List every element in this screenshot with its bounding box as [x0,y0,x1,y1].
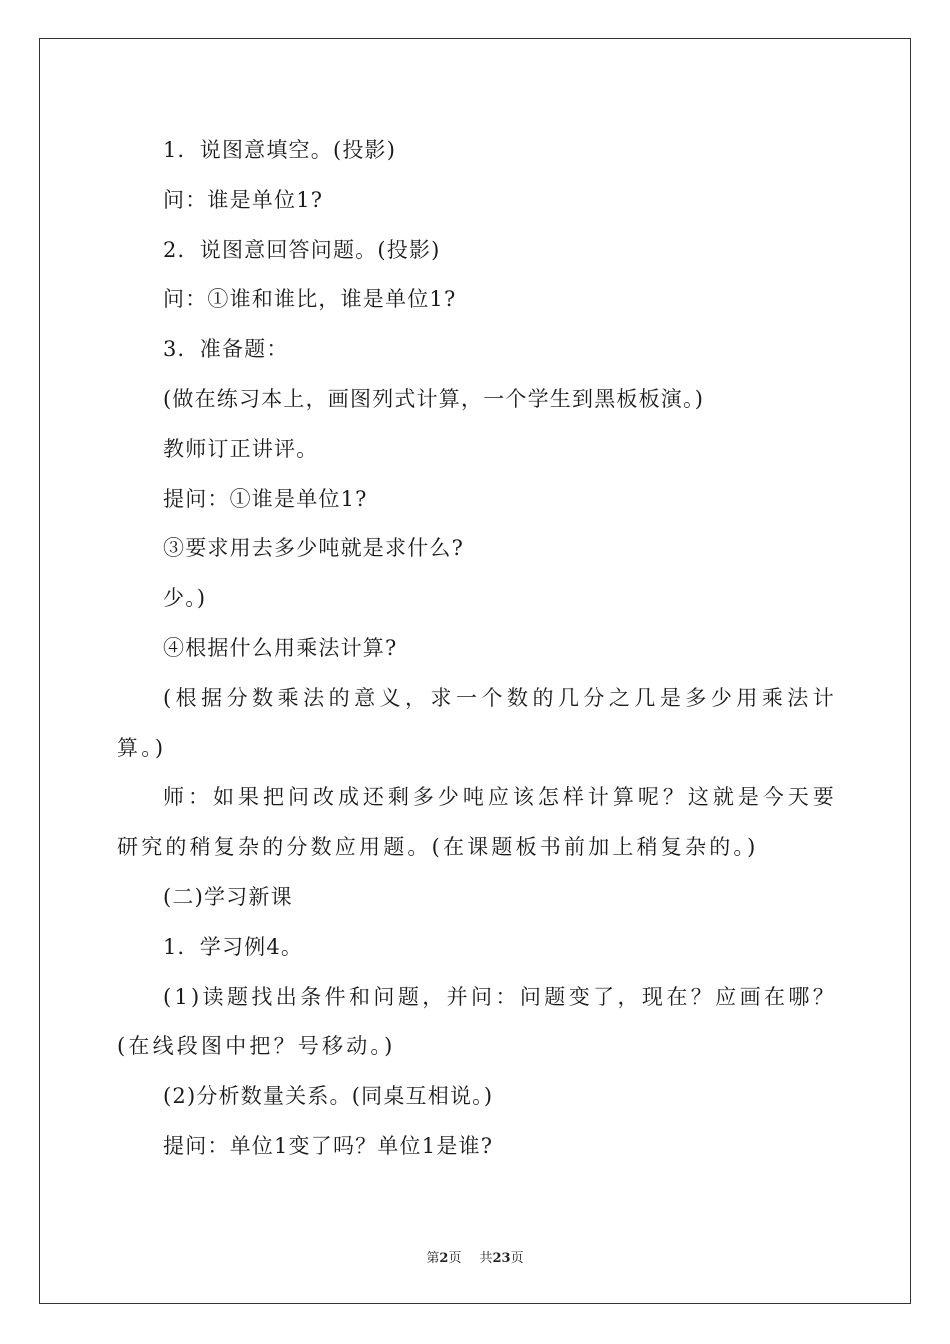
paragraph: 1．说图意填空。(投影) [163,138,397,162]
paragraph: 3．准备题： [163,337,289,362]
paragraph: 师：如果把问改成还剩多少吨应该怎样计算呢？这就是今天要研究的稍复杂的分数应用题。(在课题板书前加上稍复杂的。) [117,785,837,860]
paragraph: (1)读题找出条件和问题，并问：问题变了，现在？应画在哪？(在线段图中把？号移动。) [117,984,837,1059]
paragraph: (二)学习新课 [163,884,293,909]
paragraph: (2)分析数量关系。(同桌互相说。) [163,1084,494,1109]
paragraph: 问：谁是单位1? [163,187,324,212]
paragraph: 问：①谁和谁比，谁是单位1? [163,287,457,312]
paragraph: ③要求用去多少吨就是求什么? [163,536,465,561]
paragraph: 2．说图意回答问题。(投影) [163,237,441,262]
paragraph: 提问：①谁是单位1? [163,486,368,511]
page-suffix: 页 [448,1251,462,1266]
paragraph: 提问：单位1变了吗？单位1是谁? [163,1133,494,1158]
page-number: 2 [439,1251,449,1266]
paragraph: (根据分数乘法的意义，求一个数的几分之几是多少用乘法计算。) [117,685,837,760]
total-prefix: 共 [479,1251,493,1266]
total-suffix: 页 [510,1251,524,1266]
paragraph: 教师订正讲评。 [163,436,319,461]
paragraph: (做在练习本上，画图列式计算，一个学生到黑板板演。) [163,386,705,411]
paragraph: ④根据什么用乘法计算? [163,635,398,660]
document-body [117,126,837,1172]
paragraph: 少。) [163,586,207,611]
total-pages: 23 [492,1251,511,1266]
page-footer [0,1247,950,1266]
paragraph: 1．学习例4。 [163,934,304,959]
page-prefix: 第 [426,1251,440,1266]
